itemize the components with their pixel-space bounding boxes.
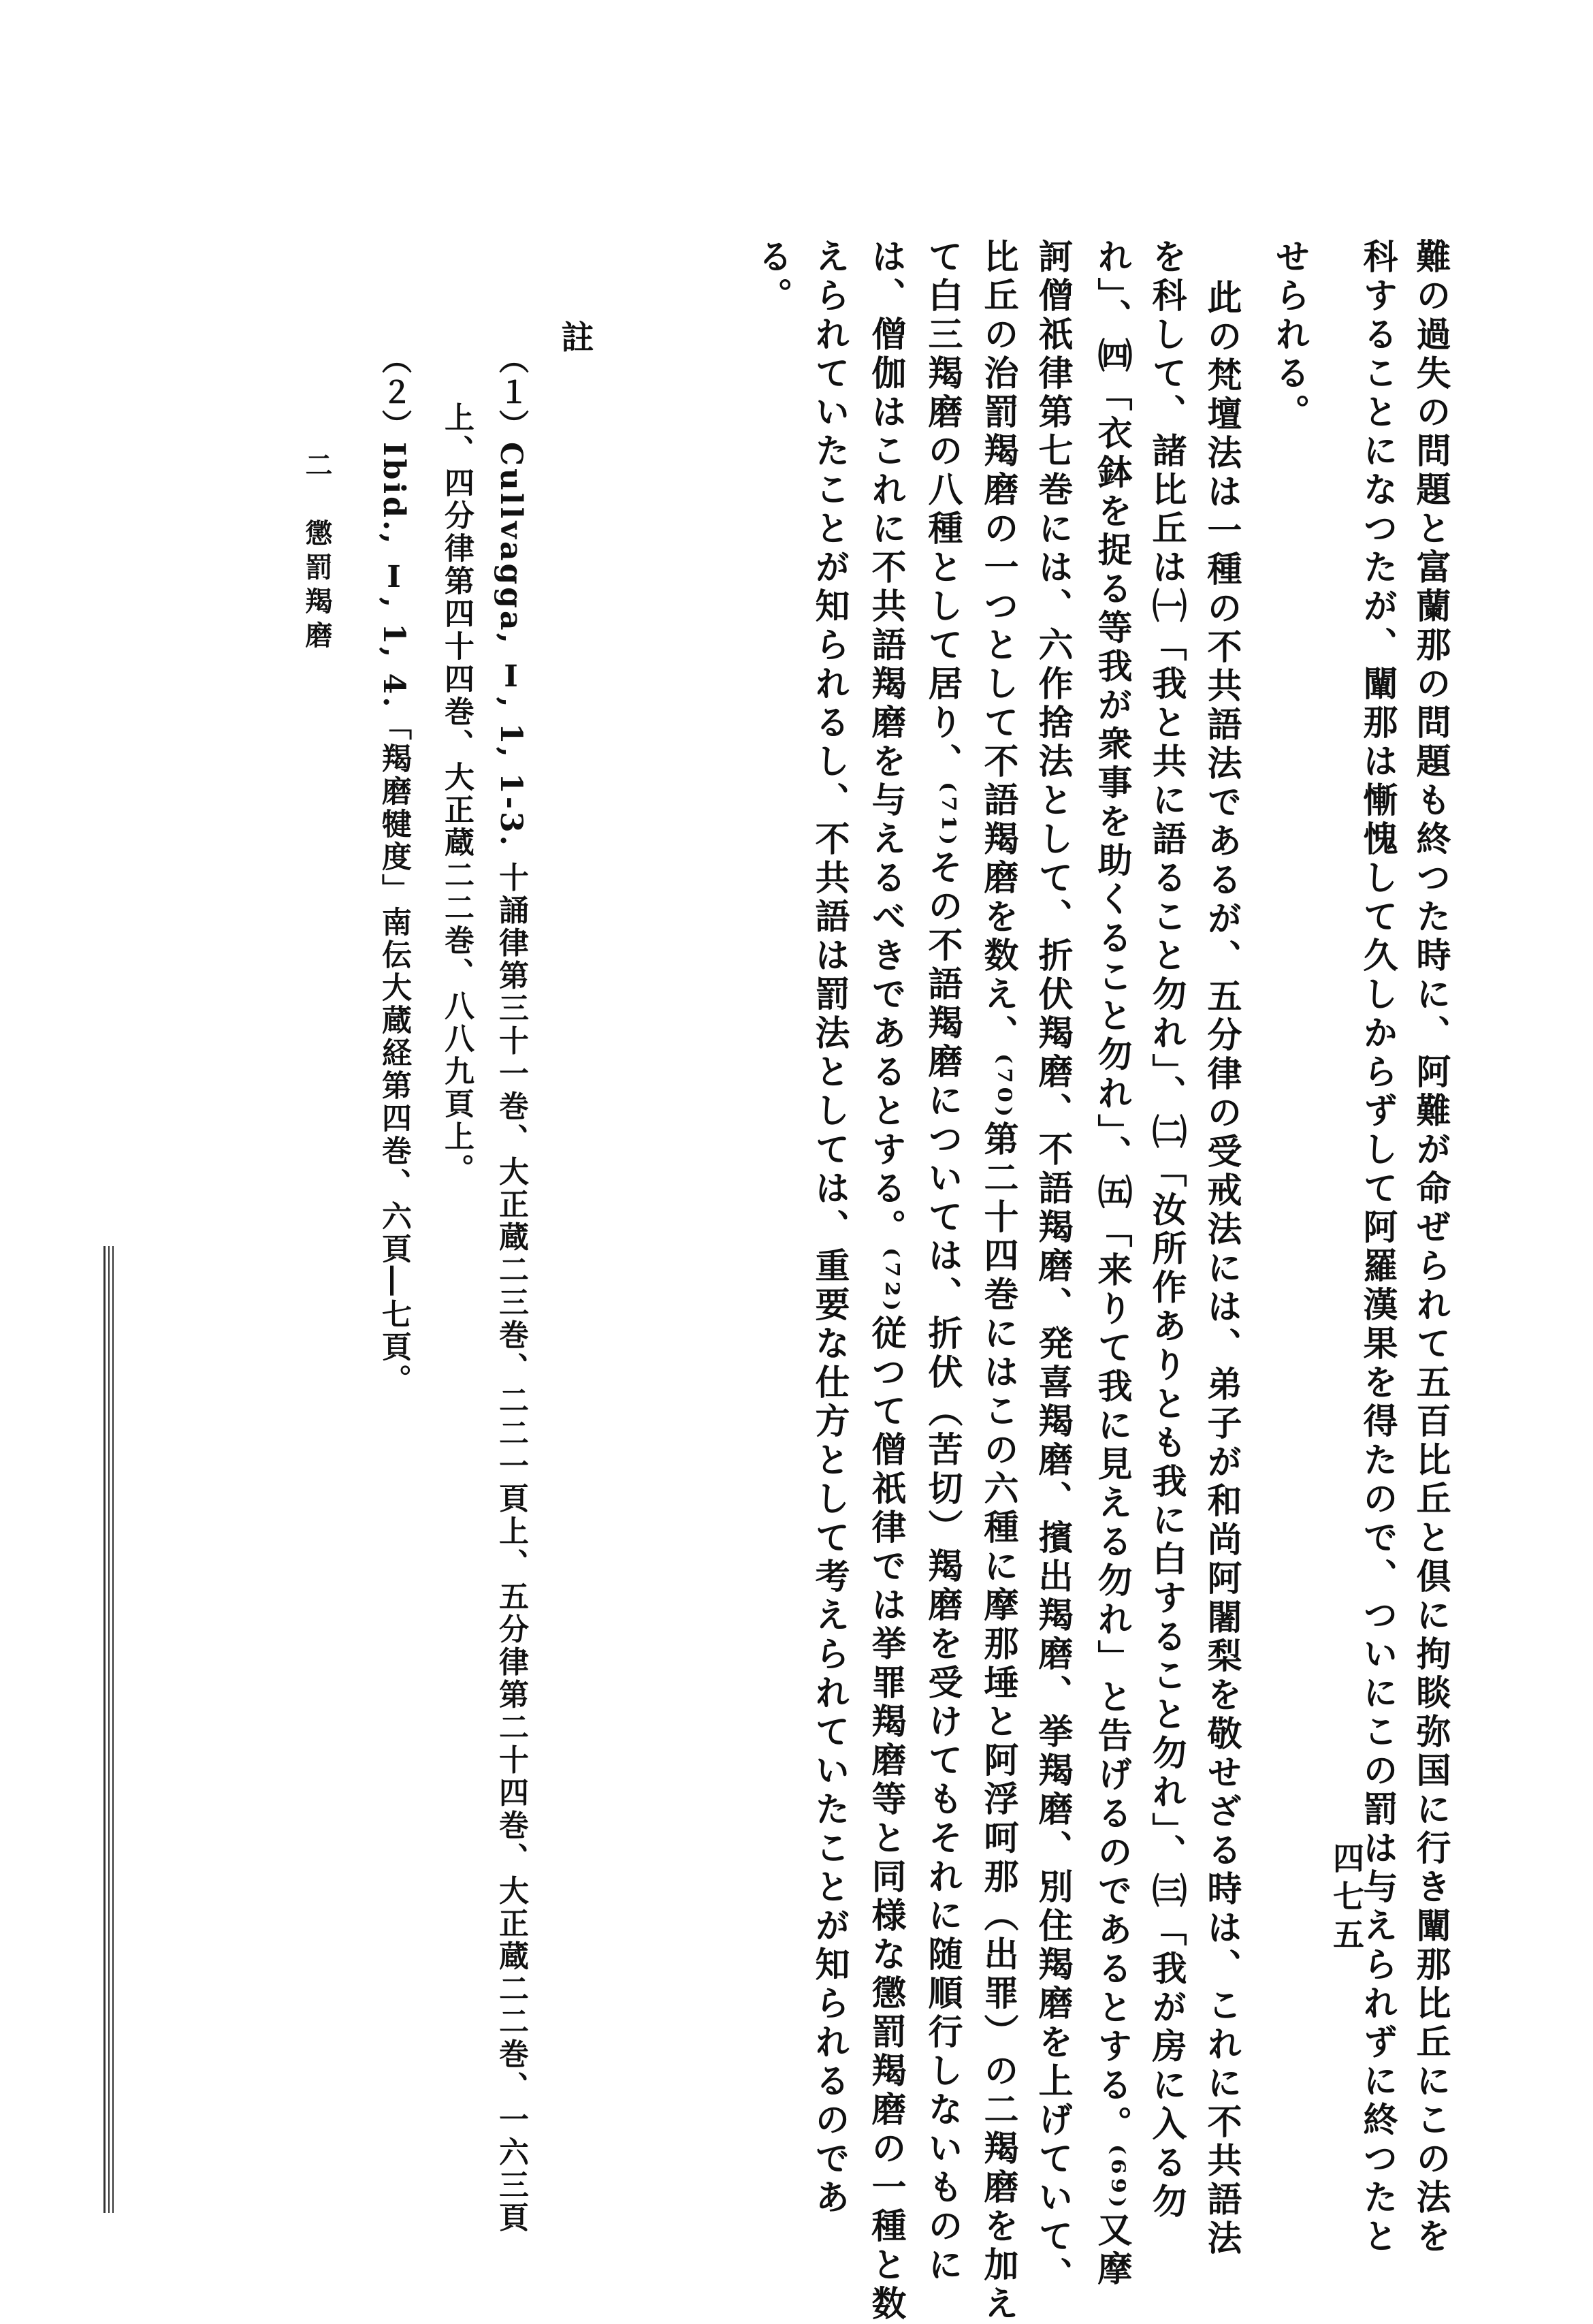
body-text-line: る。 — [752, 238, 792, 316]
note-line: （２）Ibid., Ⅰ, 1, 4.「羯磨犍度」南伝大蔵経第四巻、六頁―七頁。 — [376, 344, 411, 1397]
body-text-line: れ」、㈣「衣鉢を捉る等我が衆事を助くること勿れ」、㈤「来りて我に見える勿れ」と告げるのであるとする。⁽⁶⁹⁾又摩 — [1091, 238, 1132, 2290]
body-text-line: て白三羯磨の八種として居り、⁽⁷¹⁾その不語羯磨については、折伏（苦切）羯磨を受けてもそれに随順行しないものに — [922, 238, 963, 2286]
note-line: （１）Cullvagga, Ⅰ, 1, 1-3. 十誦律第三十一巻、大正蔵二三巻、二二一頁上、五分律第二十四巻、大正蔵二二巻、一六三頁 — [494, 344, 528, 2235]
body-text-line: 訶僧祇律第七巻には、六作捨法として、折伏羯磨、不語羯磨、発喜羯磨、擯出羯磨、挙羯磨、別住羯磨を上げていて、 — [1032, 238, 1073, 2295]
body-text-line: 難の過失の問題と富蘭那の問題も終つた時に、阿難が命ぜられて五百比丘と倶に拘睒弥国に行き闡那比丘にこの法を — [1410, 238, 1451, 2257]
body-text-line: せられる。 — [1269, 238, 1310, 432]
binding-gutter-line — [103, 1246, 124, 2213]
body-text-line: 科することになつたが、闡那は慚愧して久しからずして阿羅漢果を得たので、ついにこの罰は与えられずに終つたと — [1357, 238, 1398, 2257]
body-text-line: は、僧伽はこれに不共語羯磨を与えるべきであるとする。⁽⁷²⁾従つて僧祇律では挙罪羯磨等と同様な懲罰羯磨の一種と数 — [865, 238, 906, 2324]
body-text-line: 比丘の治罰羯磨の一つとして不語羯磨を数え、⁽⁷⁰⁾第二十四巻にはこの六種に摩那埵と阿浮呵那（出罪）の二羯磨を加え — [978, 238, 1018, 2324]
body-text-line: 此の梵壇法は一種の不共語法であるが、五分律の受戒法には、弟子が和尚阿闍梨を敬せざる時は、これに不共語法 — [1201, 279, 1242, 2259]
body-text-line: えられていたことが知られるし、不共語は罰法としては、重要な仕方として考えられていたことが知られるのであ — [809, 238, 850, 2218]
notes-heading: 註 — [556, 320, 594, 353]
body-text-line: を科して、諸比丘は㈠「我と共に語ること勿れ」、㈡「汝所作ありとも我に白すること勿れ」、㈢「我が房に入る勿 — [1146, 238, 1187, 2222]
page-number: 四七五 — [1328, 1842, 1365, 1956]
section-title: 二 懲罰羯磨 — [301, 451, 333, 655]
note-line: 上、四分律第四十四巻、大正蔵二二巻、八八九頁上。 — [439, 402, 474, 1186]
